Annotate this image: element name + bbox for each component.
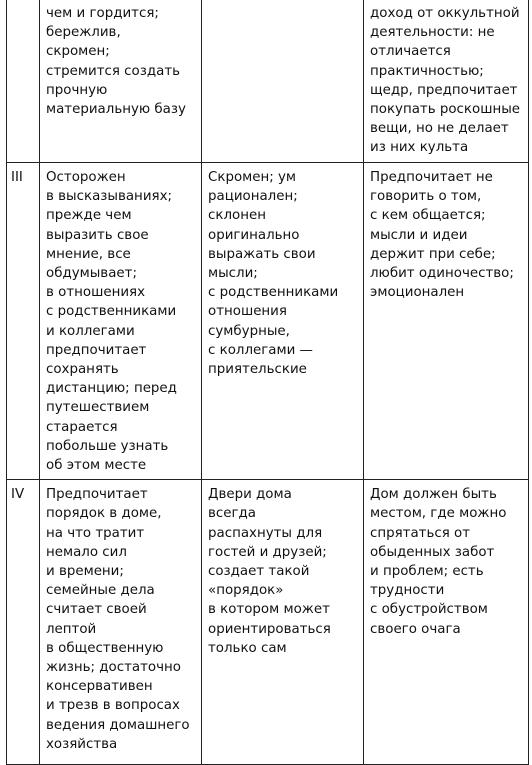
table-cell: Двери дома всегда распахнуты для гостей и друзей; создает такой «порядок» в котором может ориентироваться только сам [202, 480, 364, 765]
row-number-cell: III [7, 163, 40, 480]
table-cell: Осторожен в высказываниях; прежде чем выразить свое мнение, все обдумывает; в отношениях с родственниками и коллегами предпочитает сохранять дистанцию; перед путешествием старается побольше узнать об этом месте [40, 163, 202, 480]
table-cell [202, 0, 364, 163]
table-cell: доход от оккультной деятельности: не отличается практичностью; щедр, предпочитает покупать роскошные вещи, но не делает из них культа [364, 0, 529, 163]
row-number-cell [7, 0, 40, 163]
table-cell: Предпочитает порядок в доме, на что тратит немало сил и времени; семейные дела считает своей лептой в общественную жизнь; достаточно консервативен и трезв в вопросах ведения домашнего хозяйства [40, 480, 202, 765]
row-number-cell: IV [7, 480, 40, 765]
traits-table [6, 0, 529, 765]
table-row [7, 0, 529, 163]
table-cell: Скромен; ум рационален; склонен оригинально выражать свои мысли; с родственниками отношения сумбурные, с коллегами — приятельские [202, 163, 364, 480]
table-cell: Предпочитает не говорить о том, с кем общается; мысли и идеи держит при себе; любит одиночество; эмоционален [364, 163, 529, 480]
table-cell: чем и гордится; бережлив, скромен; стремится создать прочную материальную базу [40, 0, 202, 163]
table-row [7, 480, 529, 765]
table-cell: Дом должен быть местом, где можно спрятаться от обыденных забот и проблем; есть трудности с обустройством своего очага [364, 480, 529, 765]
table-row [7, 163, 529, 480]
